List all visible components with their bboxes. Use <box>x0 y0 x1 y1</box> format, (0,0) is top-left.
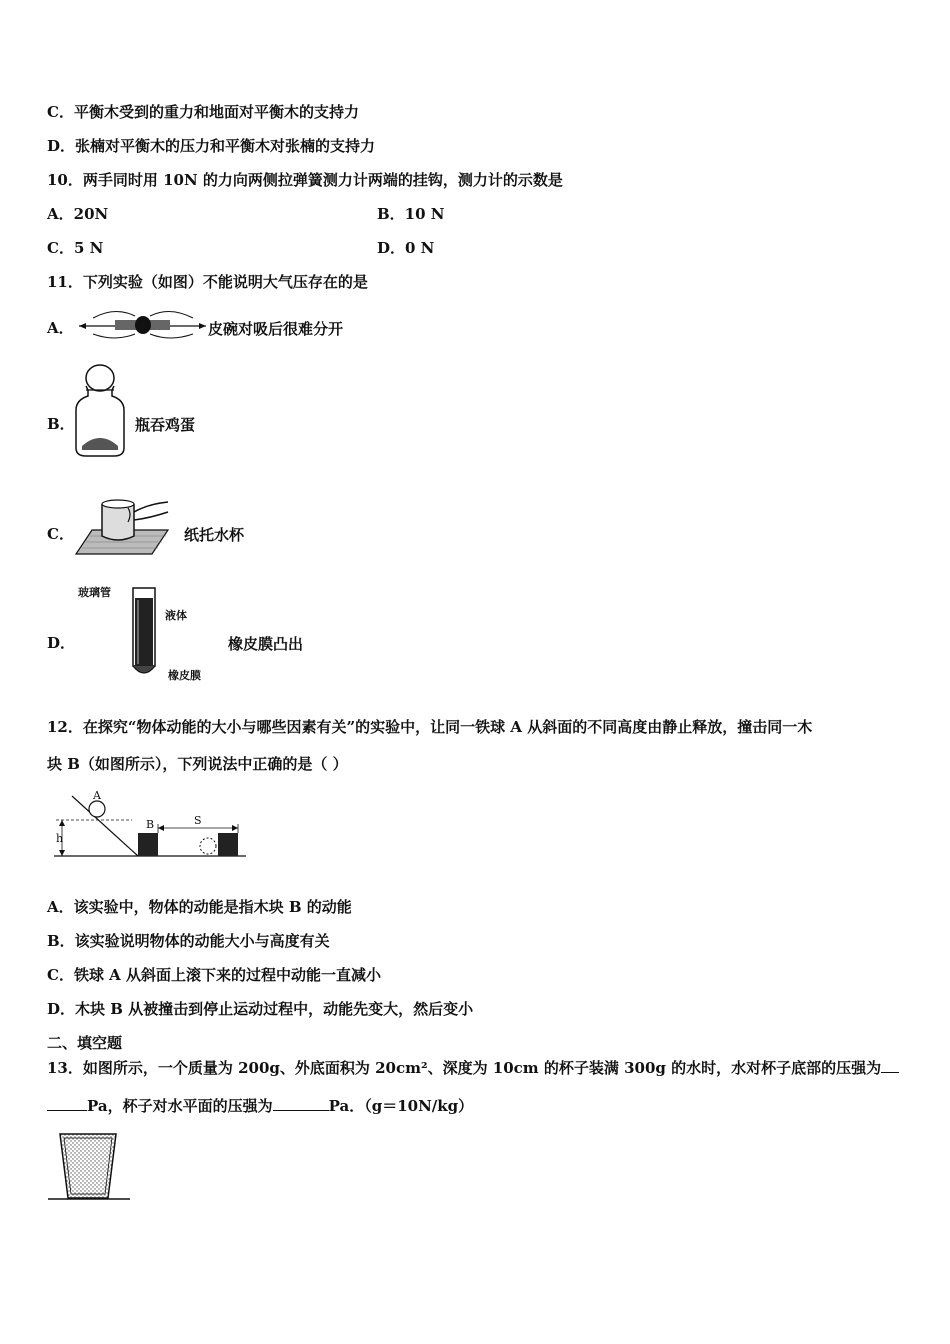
membrane-label: 橡皮膜 <box>168 669 201 682</box>
q11-option-d-letter: D． <box>47 634 76 652</box>
q11-option-c-caption: 纸托水杯 <box>184 526 245 544</box>
q10-option-a: A．20N <box>47 205 109 223</box>
distance-label: S <box>194 814 202 827</box>
q13-line2-part1: Pa，杯子对水平面的压强为 <box>87 1097 273 1115</box>
q12-option-a: A．该实验中，物体的动能是指木块 B 的动能 <box>47 898 352 916</box>
q11-option-c-letter: C． <box>47 525 74 543</box>
q12-stem-line1: 12．在探究“物体动能的大小与哪些因素有关”的实验中，让同一铁球 A 从斜面的不同高度由静止释放，撞击同一木 <box>47 718 813 736</box>
bottle-egg-figure <box>68 360 132 460</box>
q10-option-c: C．5 N <box>47 239 104 257</box>
ball-label: A <box>93 789 101 802</box>
answer-blank-1-start[interactable] <box>881 1058 899 1073</box>
answer-blank-2[interactable] <box>273 1096 329 1111</box>
q13-line2 <box>47 1096 473 1116</box>
block-label: B <box>146 818 155 831</box>
q10-option-d: D．0 N <box>377 239 435 257</box>
height-label: h <box>56 832 64 845</box>
q11-option-d-caption: 橡皮膜凸出 <box>228 635 304 653</box>
q12-stem-line2: 块 B（如图所示），下列说法中正确的是（ ） <box>47 755 348 773</box>
q10-stem: 10．两手同时用 10N 的力向两侧拉弹簧测力计两端的挂钩，测力计的示数是 <box>47 171 563 189</box>
q11-option-b-letter: B． <box>47 415 75 433</box>
q12-option-b: B．该实验说明物体的动能大小与高度有关 <box>47 932 330 950</box>
answer-blank-1-end[interactable] <box>47 1096 87 1111</box>
section-title: 二、填空题 <box>47 1034 123 1052</box>
q9-option-d: D．张楠对平衡木的压力和平衡木对张楠的支持力 <box>47 137 376 155</box>
q10-option-b: B．10 N <box>377 205 445 223</box>
q9-option-c: C．平衡木受到的重力和地面对平衡木的支持力 <box>47 103 359 121</box>
q11-stem: 11．下列实验（如图）不能说明大气压存在的是 <box>47 273 368 291</box>
q12-option-d: D．木块 B 从被撞击到停止运动过程中，动能先变大，然后变小 <box>47 1000 474 1018</box>
q13-line1-text: 13．如图所示，一个质量为 200g、外底面积为 20cm²、深度为 10cm 的杯子装满 300g 的水时，水对杯子底部的压强为 <box>47 1059 882 1077</box>
glass-tube-label: 玻璃管 <box>78 586 111 599</box>
q11-option-a-letter: A． <box>47 319 74 337</box>
q12-option-c: C．铁球 A 从斜面上滚下来的过程中动能一直减小 <box>47 966 382 984</box>
q13-line2-part2: Pa．（g＝10N/kg） <box>328 1097 474 1115</box>
q13-line1 <box>47 1058 899 1078</box>
liquid-label: 液体 <box>165 609 187 622</box>
q11-option-b-caption: 瓶吞鸡蛋 <box>135 416 196 434</box>
cup-figure <box>46 1128 132 1204</box>
suction-cups-figure <box>75 304 210 344</box>
q11-option-a-caption: 皮碗对吸后很难分开 <box>208 320 344 338</box>
paper-cup-figure <box>72 494 172 558</box>
glass-tube-figure <box>125 584 165 684</box>
